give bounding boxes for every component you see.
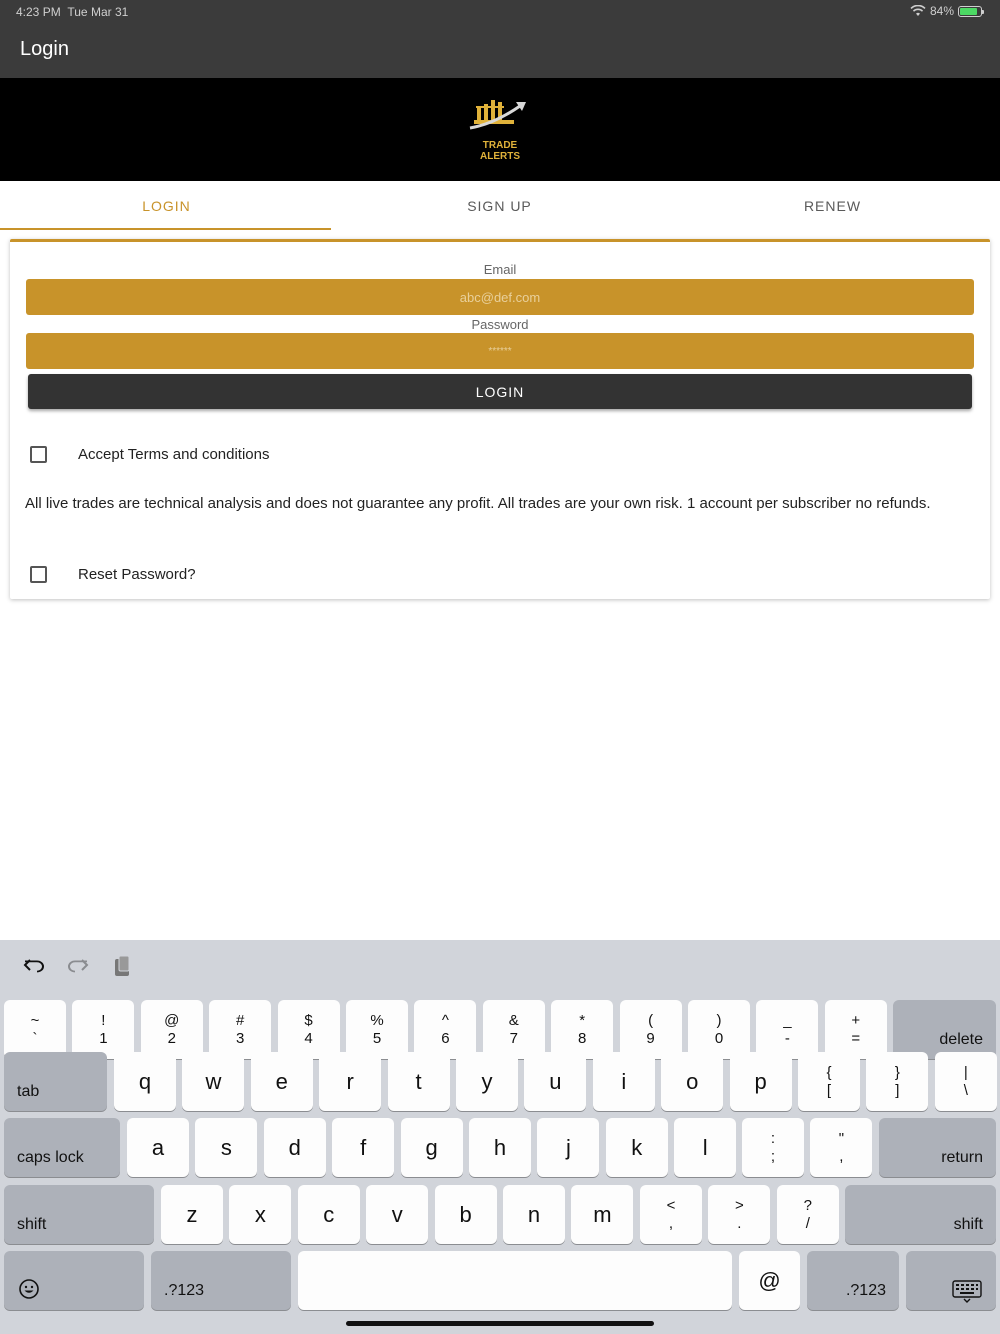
key-i-label: i [621, 1068, 627, 1094]
logo-text: TRADE ALERTS [480, 140, 520, 162]
key-m-label: m [593, 1201, 612, 1227]
key-e[interactable] [251, 1052, 313, 1111]
tab-sign-up[interactable]: SIGN UP [467, 198, 532, 214]
key-number-12[interactable] [825, 1000, 887, 1059]
password-field[interactable]: ****** [26, 333, 974, 369]
battery-percent: 84% [929, 4, 954, 18]
key-number-10[interactable] [688, 1000, 750, 1059]
key-x-label: x [254, 1201, 266, 1227]
caps-lock-label: caps lock [17, 1149, 84, 1166]
key-q[interactable] [114, 1052, 176, 1111]
key-number-6-top: ^ [441, 1011, 449, 1029]
key-number-3[interactable] [209, 1000, 271, 1059]
key-number-0-top: ~ [30, 1011, 40, 1029]
key-v[interactable] [366, 1185, 428, 1244]
key-v-label: v [391, 1201, 403, 1227]
key-b-label: b [459, 1201, 472, 1227]
trade-alerts-logo [464, 94, 536, 164]
key-i[interactable] [593, 1052, 655, 1111]
page-title: Login [20, 38, 69, 60]
key-number-11-top: _ [783, 1011, 792, 1029]
key-asym-0-top: : [770, 1129, 776, 1147]
key-qsym-1[interactable] [866, 1052, 928, 1111]
key-t[interactable] [388, 1052, 450, 1111]
key-number-6-bottom: 6 [441, 1029, 450, 1047]
key-y-label: y [481, 1068, 493, 1094]
tab-bar [0, 181, 1000, 231]
key-f-label: f [360, 1134, 367, 1160]
key-number-5[interactable] [346, 1000, 408, 1059]
key-number-2-top: @ [164, 1011, 180, 1029]
key-zsym-2-top: ? [803, 1196, 812, 1214]
key-number-12-bottom: = [851, 1029, 861, 1047]
key-number-7-bottom: 7 [509, 1029, 518, 1047]
login-card [10, 239, 990, 599]
home-indicator [346, 1321, 654, 1326]
key-p[interactable] [730, 1052, 792, 1111]
paste-icon[interactable] [110, 954, 134, 978]
reset-password-label: Reset Password? [78, 566, 196, 583]
key-o-label: o [686, 1068, 699, 1094]
key-z-label: z [186, 1201, 198, 1227]
key-b[interactable] [435, 1185, 497, 1244]
space-key[interactable] [298, 1251, 732, 1310]
key-r-label: r [346, 1068, 354, 1094]
status-time: 4:23 PM Tue Mar 31 [16, 5, 129, 19]
key-qsym-0-top: { [826, 1063, 832, 1081]
key-qsym-1-bottom: ] [895, 1081, 900, 1099]
key-number-4-bottom: 4 [304, 1029, 313, 1047]
columns-arrow-icon [464, 94, 536, 140]
key-n[interactable] [503, 1185, 565, 1244]
key-c-label: c [323, 1201, 335, 1227]
key-u[interactable] [524, 1052, 586, 1111]
caps-lock-key[interactable] [4, 1118, 120, 1177]
email-field[interactable]: abc@def.com [26, 279, 974, 315]
key-number-9-bottom: 9 [646, 1029, 655, 1047]
key-s[interactable] [195, 1118, 257, 1177]
key-zsym-1-top: > [735, 1196, 744, 1214]
accept-terms-checkbox[interactable] [30, 446, 47, 463]
key-a[interactable] [127, 1118, 189, 1177]
key-number-2-bottom: 2 [167, 1029, 176, 1047]
password-label: Password [471, 317, 529, 332]
key-d[interactable] [264, 1118, 326, 1177]
keyboard-dismiss-icon [952, 1280, 982, 1304]
key-number-11[interactable] [756, 1000, 818, 1059]
key-o[interactable] [661, 1052, 723, 1111]
key-zsym-0-bottom: , [668, 1214, 674, 1232]
key-qsym-0-bottom: [ [826, 1081, 832, 1099]
key-number-5-top: % [370, 1011, 384, 1029]
login-button[interactable]: LOGIN [28, 374, 972, 409]
key-qsym-2-bottom: \ [963, 1081, 968, 1099]
key-number-2[interactable] [141, 1000, 203, 1059]
key-number-10-top: ) [716, 1011, 722, 1029]
key-number-4[interactable] [278, 1000, 340, 1059]
wifi-icon [910, 5, 926, 17]
key-x[interactable] [229, 1185, 291, 1244]
shift-right-key[interactable] [845, 1185, 996, 1244]
key-w[interactable] [182, 1052, 244, 1111]
shift-right-label: shift [953, 1216, 983, 1233]
key-g-label: g [425, 1134, 438, 1160]
key-number-9[interactable] [620, 1000, 682, 1059]
undo-icon[interactable] [22, 954, 46, 978]
key-q-label: q [138, 1068, 152, 1094]
logo-banner [0, 78, 1000, 181]
key-j-label: j [565, 1134, 571, 1160]
key-y[interactable] [456, 1052, 518, 1111]
tab-renew[interactable]: RENEW [803, 198, 862, 214]
key-number-1-bottom: 1 [99, 1029, 108, 1047]
key-n-label: n [527, 1201, 541, 1227]
numbers-right-label: .?123 [845, 1282, 886, 1299]
shift-left-label: shift [17, 1216, 47, 1233]
key-asym-0[interactable] [742, 1118, 804, 1177]
key-number-1-top: ! [101, 1011, 106, 1029]
key-qsym-2[interactable] [935, 1052, 997, 1111]
key-number-8-bottom: 8 [578, 1029, 587, 1047]
key-qsym-1-top: } [894, 1063, 900, 1081]
key-zsym-0[interactable] [640, 1185, 702, 1244]
key-number-3-top: # [236, 1011, 245, 1029]
status-indicators [910, 4, 982, 18]
key-zsym-2[interactable] [777, 1185, 839, 1244]
key-number-8-top: * [579, 1011, 586, 1029]
reset-password-checkbox[interactable] [30, 566, 47, 583]
tab-login[interactable]: LOGIN [0, 181, 333, 231]
return-key-label: return [941, 1149, 983, 1166]
accept-terms-label: Accept Terms and conditions [78, 446, 270, 463]
numbers-left-key[interactable] [151, 1251, 291, 1310]
key-qsym-0[interactable] [798, 1052, 860, 1111]
key-h[interactable] [469, 1118, 531, 1177]
emoji-icon [18, 1278, 40, 1300]
key-number-7-top: & [508, 1011, 519, 1029]
emoji-key[interactable] [4, 1251, 144, 1310]
hide-keyboard-key[interactable] [906, 1251, 996, 1310]
key-number-12-top: + [851, 1011, 861, 1029]
key-number-4-top: $ [304, 1011, 313, 1029]
key-l-label: l [702, 1134, 708, 1160]
key-zsym-1-bottom: . [737, 1214, 742, 1232]
battery-icon [958, 6, 982, 17]
key-number-11-bottom: - [784, 1029, 790, 1047]
key-number-1[interactable] [72, 1000, 134, 1059]
at-key[interactable] [739, 1251, 800, 1310]
key-number-3-bottom: 3 [236, 1029, 245, 1047]
at-key-label: @ [758, 1267, 781, 1293]
key-m[interactable] [571, 1185, 633, 1244]
key-f[interactable] [332, 1118, 394, 1177]
key-number-7[interactable] [483, 1000, 545, 1059]
key-asym-1-bottom: , [839, 1147, 844, 1165]
key-number-6[interactable] [414, 1000, 476, 1059]
key-asym-0-bottom: ; [770, 1147, 776, 1165]
tab-key-label: tab [17, 1083, 40, 1100]
key-c[interactable] [298, 1185, 360, 1244]
reset-password-row[interactable] [30, 566, 196, 583]
key-number-10-bottom: 0 [714, 1029, 724, 1047]
key-k[interactable] [606, 1118, 668, 1177]
key-z[interactable] [161, 1185, 223, 1244]
disclaimer-text: All live trades are technical analysis and does not guarantee any profit. All trades are your own risk. 1 account per subscriber no refunds. [25, 495, 931, 512]
key-d-label: d [288, 1134, 301, 1160]
key-w-label: w [205, 1068, 222, 1094]
key-j[interactable] [537, 1118, 599, 1177]
key-l[interactable] [674, 1118, 736, 1177]
key-number-5-bottom: 5 [372, 1029, 382, 1047]
key-k-label: k [631, 1134, 643, 1160]
delete-key-label: delete [939, 1031, 983, 1048]
key-t-label: t [415, 1068, 422, 1094]
key-h-label: h [493, 1134, 507, 1160]
numbers-left-label: .?123 [164, 1282, 205, 1299]
key-asym-1-top: " [838, 1129, 845, 1147]
key-zsym-1[interactable] [708, 1185, 770, 1244]
key-number-0[interactable] [4, 1000, 66, 1059]
key-number-0-bottom: ` [32, 1029, 38, 1047]
key-u-label: u [549, 1068, 562, 1094]
numbers-right-key[interactable] [807, 1251, 899, 1310]
key-p-label: p [754, 1068, 767, 1094]
key-number-8[interactable] [551, 1000, 613, 1059]
key-s-label: s [220, 1134, 232, 1160]
status-and-nav-bar [0, 0, 1000, 78]
key-a-label: a [151, 1134, 165, 1160]
return-key[interactable] [879, 1118, 996, 1177]
key-g[interactable] [401, 1118, 463, 1177]
redo-icon[interactable] [66, 954, 90, 978]
key-e-label: e [275, 1068, 288, 1094]
key-qsym-2-top: | [963, 1063, 968, 1081]
email-label: Email [483, 262, 517, 277]
accept-terms-row[interactable] [30, 446, 270, 463]
key-zsym-0-top: < [666, 1196, 676, 1214]
key-asym-1[interactable] [810, 1118, 872, 1177]
key-number-9-top: ( [648, 1011, 654, 1029]
delete-key[interactable] [893, 1000, 996, 1059]
key-zsym-2-bottom: / [805, 1214, 810, 1232]
key-r[interactable] [319, 1052, 381, 1111]
onscreen-keyboard [0, 940, 1000, 1334]
tab-key[interactable] [4, 1052, 107, 1111]
shift-left-key[interactable] [4, 1185, 154, 1244]
